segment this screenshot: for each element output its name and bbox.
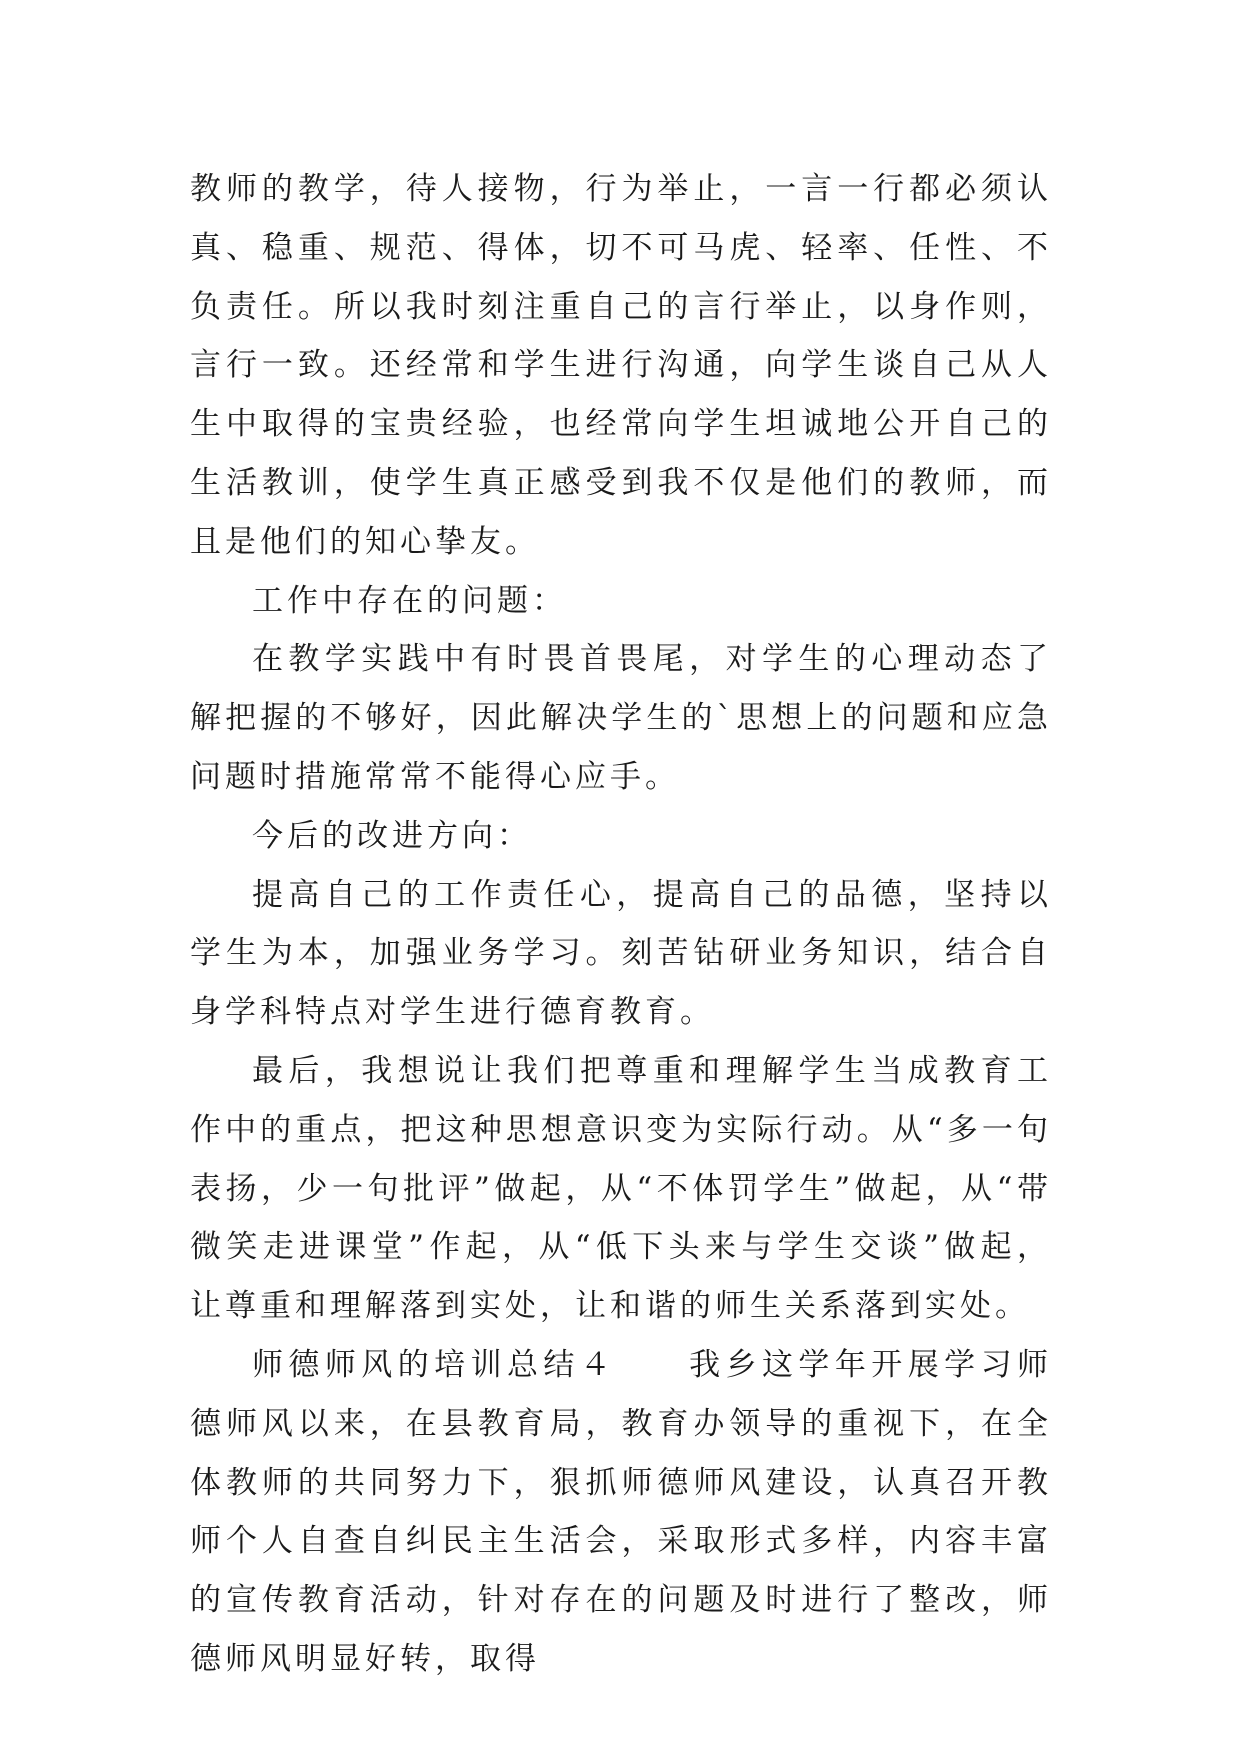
paragraph-problems: 在教学实践中有时畏首畏尾，对学生的心理动态了解把握的不够好，因此解决学生的`思想上的问题和应急问题时措施常常不能得心应手。: [190, 641, 1052, 795]
heading-improvement-direction: 今后的改进方向：: [252, 817, 532, 854]
document-body: [190, 160, 1052, 1689]
paragraph-conduct: 教师的教学，待人接物，行为举止，一言一行都必须认真、稳重、规范、得体，切不可马虎、轻率、任性、不负责任。所以我时刻注重自己的言行举止，以身作则，言行一致。还经常和学生进行沟通，向学生谈自己从人生中取得的宝贵经验，也经常向学生坦诚地公开自己的生活教训，使学生真正感受到我不仅是他们的教师，而且是他们的知心挚友。: [190, 171, 1052, 560]
heading-existing-problems: 工作中存在的问题：: [252, 582, 567, 619]
paragraph-conclusion: 最后，我想说让我们把尊重和理解学生当成教育工作中的重点，把这种思想意识变为实际行动。从“多一句表扬，少一句批评”做起，从“不体罚学生”做起，从“带微笑走进课堂”作起，从“低下头来与学生交谈”做起，让尊重和理解落到实处，让和谐的师生关系落到实处。: [190, 1052, 1052, 1325]
paragraph-summary-4: 师德师风的培训总结４ 我乡这学年开展学习师德师风以来，在县教育局，教育办领导的重视下，在全体教师的共同努力下，狠抓师德师风建设，认真召开教师个人自查自纠民主生活会，采取形式多样，内容丰富的宣传教育活动，针对存在的问题及时进行了整改，师德师风明显好转，取得: [190, 1346, 1052, 1677]
paragraph-improvement: 提高自己的工作责任心，提高自己的品德，坚持以学生为本，加强业务学习。刻苦钻研业务知识，结合自身学科特点对学生进行德育教育。: [190, 876, 1052, 1031]
